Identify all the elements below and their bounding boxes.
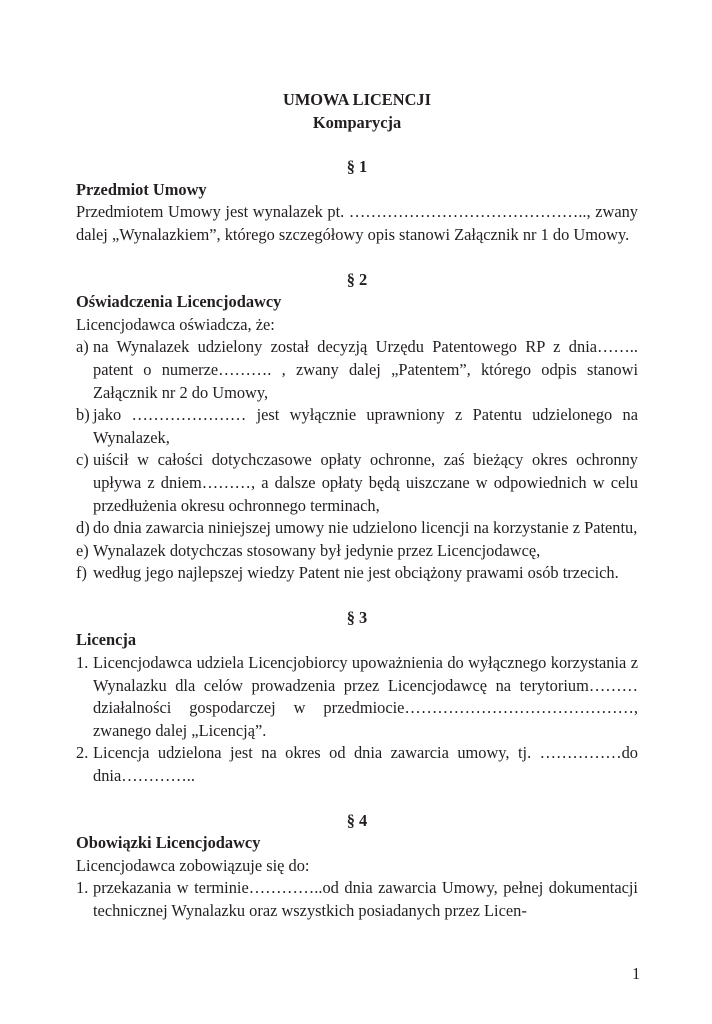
list-item [76,404,638,449]
list-item-text: jako ………………… jest wyłącznie uprawniony z Patentu udzielonego na Wynalazek, [93,405,638,447]
license-list [76,652,638,788]
list-marker: 1. [76,878,89,898]
list-marker: d) [76,518,90,538]
obligations-list [76,877,638,922]
section-3 [76,607,638,788]
list-item-text: Wynalazek dotychczas stosowany był jedynie przez Licencjodawcę, [93,540,541,560]
list-item [76,449,638,517]
list-marker: 2. [76,743,89,763]
list-item [76,877,638,922]
list-marker: f) [76,563,87,583]
document-subtitle: Komparycja [312,112,402,132]
section-2 [76,269,638,585]
list-item-text: według jego najlepszej wiedzy Patent nie jest obciążony prawami osób trzecich. [93,563,619,583]
section-heading: Oświadczenia Licencjodawcy [76,292,282,312]
document-title: UMOWA LICENCJI [283,90,431,109]
list-marker: b) [76,405,90,425]
section-number: § 2 [346,269,368,289]
list-item [76,517,638,540]
section-heading: Licencja [76,630,137,650]
list-marker: 1. [76,653,89,673]
list-item [76,742,638,787]
section-number: § 1 [346,157,368,177]
section-heading: Przedmiot Umowy [76,179,207,199]
list-marker: c) [76,450,89,470]
list-item [76,540,638,563]
section-text: Przedmiotem Umowy jest wynalazek pt. …………………………………….., zwany dalej „Wynalazkiem”, którego szczegółowy opis stanowi Załącznik nr 1 do Umowy. [76,202,638,244]
list-item-text: Licencjodawca udziela Licencjobiorcy upoważnienia do wyłącznego korzystania z Wynalazku dla celów prowadzenia przez Licencjodawcę na terytorium……… działalności gospodarczej w przedmiocie……………………………………, zwanego dalej „Licencją”. [93,653,638,740]
list-item-text: Licencja udzielona jest na okres od dnia zawarcia umowy, tj. ……………do dnia………….. [93,743,638,786]
list-item-text: przekazania w terminie…………..od dnia zawarcia Umowy, pełnej dokumentacji technicznej Wynalazku oraz wszystkich posiadanych przez Licen- [93,878,638,920]
section-number: § 4 [346,810,368,830]
section-4 [76,810,638,923]
list-item [76,336,638,404]
document-page [76,89,638,923]
page-number: 1 [632,964,641,983]
section-heading: Obowiązki Licencjodawcy [76,833,261,853]
list-item-text: uiścił w całości dotychczasowe opłaty ochronne, zaś bieżący okres ochronny upływa z dniem………, a dalsze opłaty będą uiszczane w odpowiednich w celu przedłużenia okresu ochronnego terminach, [93,450,638,515]
list-marker: a) [76,337,89,357]
list-item [76,652,638,742]
statement-list [76,336,638,585]
section-intro: Licencjodawca oświadcza, że: [76,314,275,334]
list-item [76,562,638,585]
section-intro: Licencjodawca zobowiązuje się do: [76,855,310,875]
list-marker: e) [76,540,89,560]
list-item-text: do dnia zawarcia niniejszej umowy nie udzielono licencji na korzystanie z Patentu, [93,518,638,538]
section-1 [76,156,638,246]
list-item-text: na Wynalazek udzielony został decyzją Urzędu Patentowego RP z dnia…….. patent o numerze………. , zwany dalej „Patentem”, którego odpis stanowi Załącznik nr 2 do Umowy, [93,337,638,402]
section-number: § 3 [346,607,368,627]
